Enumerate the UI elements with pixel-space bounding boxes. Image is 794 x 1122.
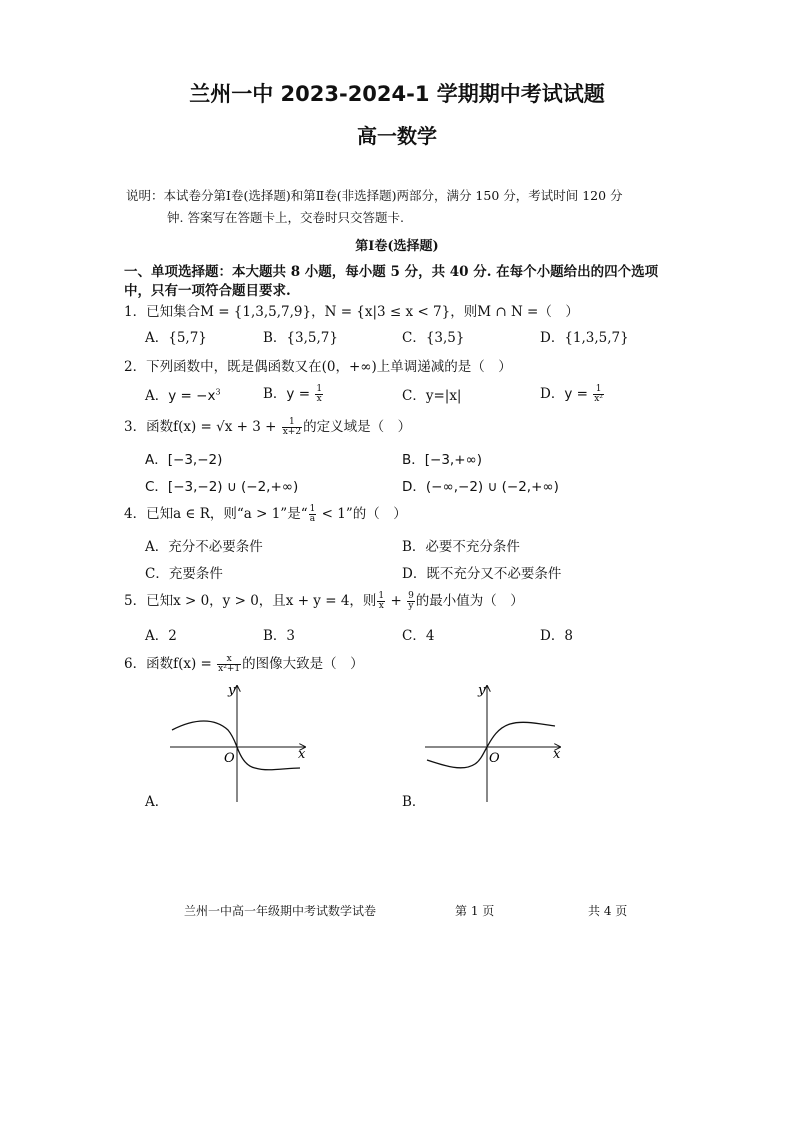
question-2-stem: 2．下列函数中，既是偶函数又在(0，+∞)上单调递减的是（ ） — [124, 359, 512, 375]
stem-fraction — [282, 418, 302, 437]
origin-label: O — [224, 751, 235, 766]
question-3-option-d: D．(−∞,−2) ∪ (−2,+∞) — [402, 479, 559, 495]
stem-part-b: 的最小值为（ ） — [415, 593, 524, 609]
exam-subtitle: 高一数学 — [357, 124, 437, 148]
stem-part-a: 3．函数f(x) = √x + 3 + — [124, 419, 281, 435]
section-title: 第Ⅰ卷(选择题) — [355, 239, 439, 254]
graph-option-a — [160, 680, 320, 805]
stem-part-b: < 1”的（ ） — [317, 506, 407, 522]
question-4-stem — [124, 502, 407, 524]
stem-part-b: 的定义域是（ ） — [303, 419, 412, 435]
graph-option-b-label: B． — [402, 794, 426, 810]
graph-option-a-label: A． — [145, 794, 169, 810]
question-5-stem — [124, 589, 524, 611]
option-d-prefix: D． — [540, 386, 565, 402]
instructions-line-2: 钟. 答案写在答题卡上，交卷时只交答题卡. — [167, 210, 404, 225]
fraction-numerator: 1 — [309, 504, 316, 514]
stem-fraction — [217, 655, 241, 674]
y-axis-label: y — [228, 683, 236, 698]
stem-part-a: 5．已知x > 0，y > 0，且x + y = 4，则 — [124, 593, 377, 609]
x-axis-label: x — [553, 747, 561, 762]
function-curve — [172, 721, 300, 770]
origin-label: O — [489, 751, 500, 766]
stem-fraction — [309, 505, 317, 524]
question-5-option-c: C．4 — [402, 628, 435, 644]
plus-sign: + — [386, 593, 407, 609]
question-5-option-a: A．2 — [145, 628, 177, 644]
question-2-option-a — [145, 384, 221, 404]
question-1-stem: 1．已知集合M = {1,3,5,7,9}，N = {x|3 ≤ x < 7}，则M ∩ N =（ ） — [124, 304, 579, 320]
graph-option-b — [415, 680, 575, 805]
option-b-fraction — [315, 385, 323, 404]
fraction-numerator: 9 — [408, 591, 414, 601]
option-a-exponent: 3 — [215, 387, 221, 397]
question-3-option-b: B．[−3,+∞) — [402, 452, 483, 468]
stem-fraction-2 — [407, 592, 415, 611]
option-b-lhs: y = — [286, 386, 315, 402]
question-4-option-d: D．既不充分又不必要条件 — [402, 566, 562, 582]
fraction-denominator: x²+1 — [218, 664, 241, 674]
fraction-denominator: a — [309, 514, 316, 524]
section-heading-line-2: 中，只有一项符合题目要求. — [124, 283, 291, 299]
question-2-option-d — [540, 382, 605, 404]
stem-part-a: 4．已知a ∈ R，则“a > 1”是“ — [124, 506, 308, 522]
question-5-option-b: B．3 — [263, 628, 296, 644]
fraction-denominator: x — [378, 601, 384, 611]
question-3-stem — [124, 415, 411, 437]
fraction-numerator: x — [217, 655, 241, 665]
instructions-line-1: 说明：本试卷分第Ⅰ卷(选择题)和第Ⅱ卷(非选择题)两部分，满分 150 分，考试时间 120 分 — [126, 188, 623, 203]
x-axis-label: x — [298, 747, 306, 762]
question-1-option-b: B．{3,5,7} — [263, 330, 338, 346]
stem-part-a: 6．函数f(x) = — [124, 656, 217, 672]
stem-fraction-1 — [377, 592, 385, 611]
question-2-option-c: C．y=|x| — [402, 388, 462, 404]
fraction-denominator: x² — [594, 394, 603, 404]
footer-page-number: 第 1 页 — [455, 904, 495, 918]
question-1-option-a: A．{5,7} — [145, 330, 207, 346]
question-1-option-c: C．{3,5} — [402, 330, 465, 346]
question-6-stem — [124, 652, 364, 674]
option-a-prefix: A． — [145, 388, 169, 404]
fraction-denominator: y — [408, 601, 414, 611]
fraction-numerator: 1 — [282, 418, 302, 428]
fraction-numerator: 1 — [316, 384, 323, 394]
fraction-numerator: 1 — [378, 591, 385, 601]
question-4-option-a: A．充分不必要条件 — [145, 539, 263, 555]
option-b-prefix: B． — [263, 386, 287, 402]
question-2-option-b — [263, 382, 324, 404]
exam-title: 兰州一中 2023-2024-1 学期期中考试试题 — [189, 82, 605, 106]
option-a-expression: y = −x — [168, 388, 216, 404]
question-3-option-c: C．[−3,−2) ∪ (−2,+∞) — [145, 479, 299, 495]
question-4-option-b: B．必要不充分条件 — [402, 539, 520, 555]
stem-part-b: 的图像大致是（ ） — [242, 656, 364, 672]
question-3-option-a: A．[−3,−2) — [145, 452, 223, 468]
fraction-numerator: 1 — [593, 385, 604, 395]
y-axis-label: y — [478, 683, 486, 698]
fraction-denominator: x — [316, 394, 322, 404]
footer-total-pages: 共 4 页 — [588, 904, 628, 918]
question-1-option-d: D．{1,3,5,7} — [540, 330, 629, 346]
fraction-denominator: x+2 — [282, 427, 302, 437]
option-d-fraction — [593, 385, 604, 404]
question-4-option-c: C．充要条件 — [145, 566, 223, 582]
section-heading-line-1: 一、单项选择题：本大题共 8 小题，每小题 5 分，共 40 分. 在每个小题给出的四个选项 — [124, 264, 659, 280]
option-d-lhs: y = — [564, 386, 593, 402]
footer-exam-name: 兰州一中高一年级期中考试数学试卷 — [184, 904, 377, 918]
question-5-option-d: D．8 — [540, 628, 573, 644]
